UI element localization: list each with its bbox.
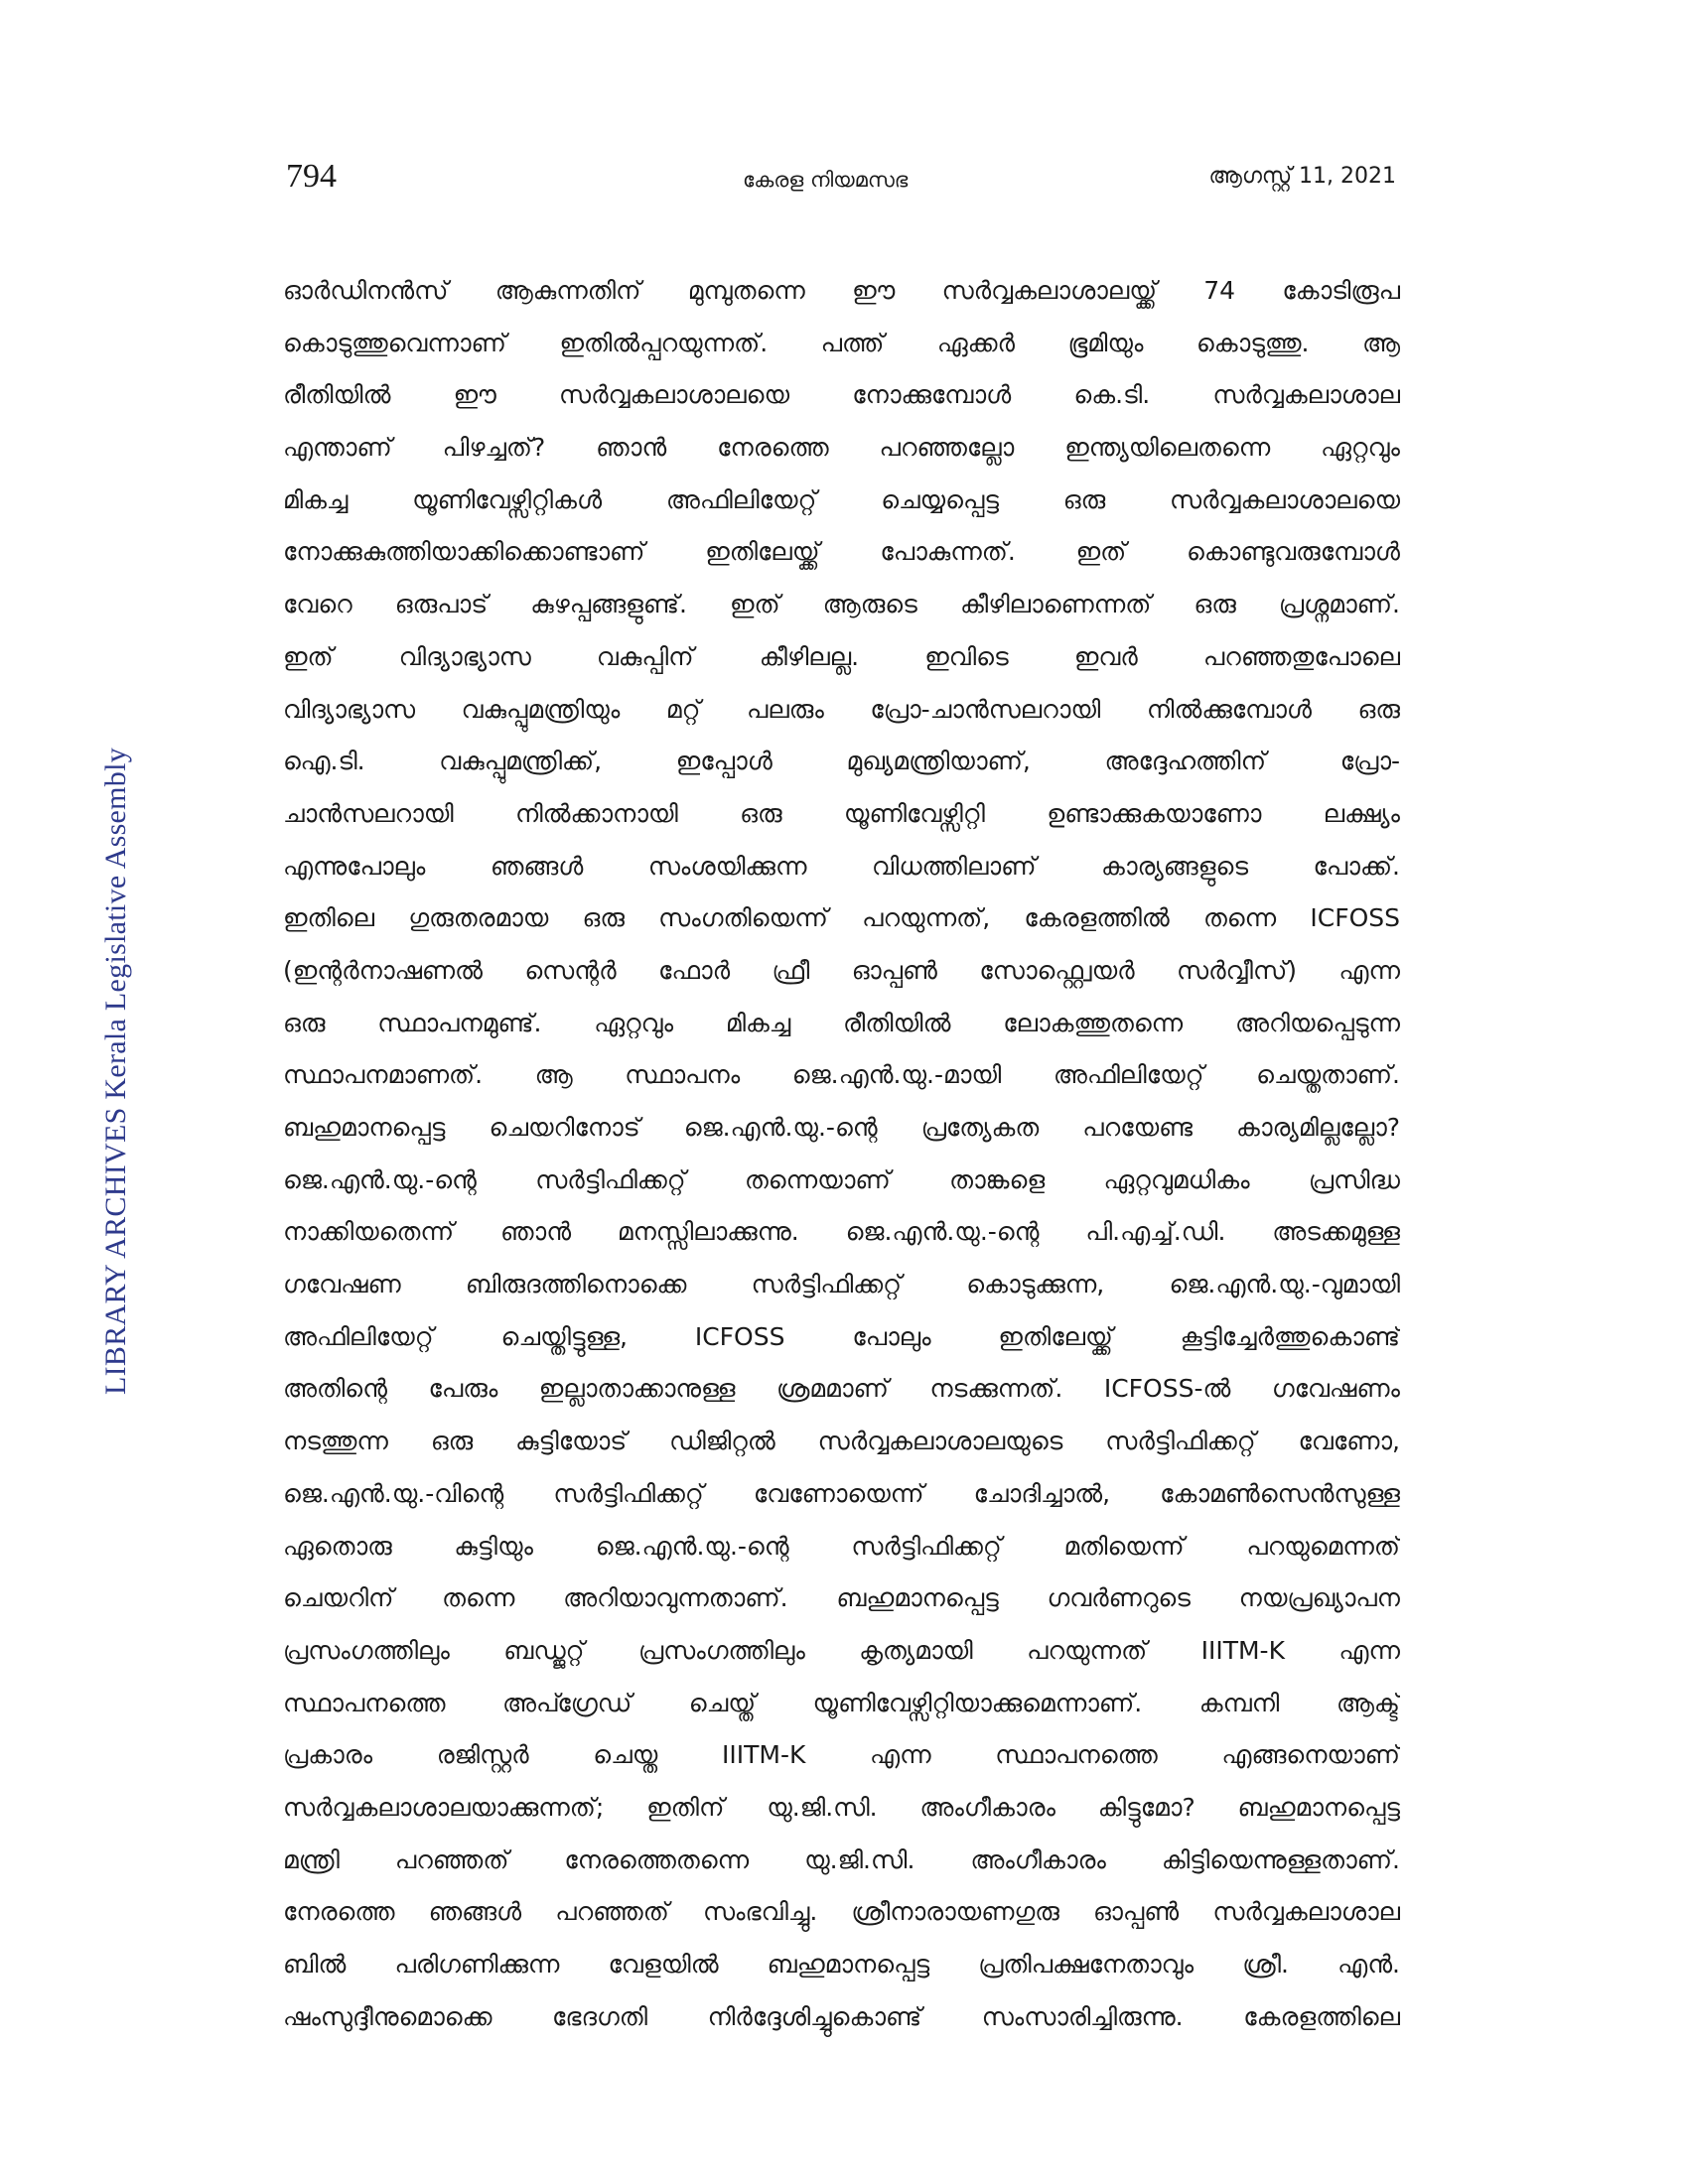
- text-line: വേറെ ഒരുപാട് കുഴപ്പങ്ങളുണ്ട്. ഇത് ആരുടെ കീഴിലാണെന്നത് ഒരു പ്രശ്നമാണ്.: [283, 590, 1400, 619]
- text-line: മന്ത്രി പറഞ്ഞത് നേരത്തെതന്നെ യു.ജി.സി. അംഗീകാരം കിട്ടിയെന്നുള്ളതാണ്.: [283, 1844, 1400, 1874]
- text-line: ഏതൊരു കുട്ടിയും ജെ.എൻ.യു.-ന്റെ സർട്ടിഫിക്കറ്റ് മതിയെന്ന് പറയുമെന്നത്: [283, 1531, 1400, 1561]
- text-line: ബഹുമാനപ്പെട്ട ചെയറിനോട് ജെ.എൻ.യു.-ന്റെ പ്രത്യേകത പറയേണ്ട കാര്യമില്ലല്ലോ?: [283, 1113, 1400, 1142]
- text-line: ഇതിലെ ഗുരുതരമായ ഒരു സംഗതിയെന്ന് പറയുന്നത്, കേരളത്തിൽ തന്നെ ICFOSS: [283, 903, 1400, 933]
- text-line: ഷംസുദ്ദീനുമൊക്കെ ഭേദഗതി നിർദ്ദേശിച്ചുകൊണ്ട് സംസാരിച്ചിരുന്നു. കേരളത്തിലെ: [283, 2001, 1400, 2031]
- text-line: ഇത് വിദ്യാഭ്യാസ വകുപ്പിന് കീഴിലല്ല. ഇവിടെ ഇവർ പറഞ്ഞതുപോലെ: [283, 641, 1400, 671]
- text-line: നോക്കുകുത്തിയാക്കിക്കൊണ്ടാണ് ഇതിലേയ്ക്ക് പോകുന്നത്. ഇത് കൊണ്ടുവരുമ്പോൾ: [283, 537, 1400, 567]
- running-header-date: ആഗസ്റ്റ് 11, 2021: [1208, 164, 1396, 189]
- text-line: സ്ഥാപനമാണത്. ആ സ്ഥാപനം ജെ.എൻ.യു.-മായി അഫിലിയേറ്റ് ചെയ്തതാണ്.: [283, 1060, 1400, 1090]
- body-text: [283, 265, 1400, 2043]
- page-number: 794: [286, 158, 337, 195]
- text-line: ഐ.ടി. വകുപ്പുമന്ത്രിക്ക്, ഇപ്പോൾ മുഖ്യമന്ത്രിയാണ്, അദ്ദേഹത്തിന് പ്രോ-: [283, 747, 1400, 776]
- text-line: ഓർഡിനൻസ് ആകുന്നതിന് മുമ്പുതന്നെ ഈ സർവ്വകലാശാലയ്ക്ക് 74 കോടിരൂപ: [283, 276, 1400, 305]
- text-line: (ഇന്റർനാഷണൽ സെന്റർ ഫോർ ഫ്രീ ഓപ്പൺ സോഫ്റ്റ്വെയർ സർവ്വീസ്) എന്ന: [283, 955, 1400, 985]
- text-line: ജെ.എൻ.യു.-ന്റെ സർട്ടിഫിക്കറ്റ് തന്നെയാണ് താങ്കളെ ഏറ്റവുമധികം പ്രസിദ്ധ: [283, 1164, 1400, 1194]
- text-line: പ്രകാരം രജിസ്റ്റർ ചെയ്ത IIITM-K എന്ന സ്ഥാപനത്തെ എങ്ങനെയാണ്: [283, 1740, 1400, 1770]
- running-header-title: കേരള നിയമസഭ: [743, 168, 909, 192]
- text-line: കൊടുത്തുവെന്നാണ് ഇതിൽപ്പറയുന്നത്. പത്ത് ഏക്കർ ഭൂമിയും കൊടുത്തു. ആ: [283, 328, 1400, 357]
- text-line: സർവ്വകലാശാലയാക്കുന്നത്; ഇതിന് യു.ജി.സി. അംഗീകാരം കിട്ടുമോ? ബഹുമാനപ്പെട്ട: [283, 1792, 1400, 1822]
- page-header: [286, 157, 1396, 206]
- text-line: ബിൽ പരിഗണിക്കുന്ന വേളയിൽ ബഹുമാനപ്പെട്ട പ്രതിപക്ഷനേതാവും ശ്രീ. എൻ.: [283, 1950, 1400, 1979]
- text-line: നടത്തുന്ന ഒരു കുട്ടിയോട് ഡിജിറ്റൽ സർവ്വകലാശാലയുടെ സർട്ടിഫിക്കറ്റ് വേണോ,: [283, 1427, 1400, 1456]
- text-line: അതിന്റെ പേരും ഇല്ലാതാക്കാനുള്ള ശ്രമമാണ് നടക്കുന്നത്. ICFOSS-ൽ ഗവേഷണം: [283, 1374, 1400, 1404]
- text-line: വിദ്യാഭ്യാസ വകുപ്പുമന്ത്രിയും മറ്റ് പലരും പ്രോ-ചാൻസലറായി നിൽക്കുമ്പോൾ ഒരു: [283, 694, 1400, 724]
- text-line: നാക്കിയതെന്ന് ഞാൻ മനസ്സിലാക്കുന്നു. ജെ.എൻ.യു.-ന്റെ പി.എച്ച്.ഡി. അടക്കമുള്ള: [283, 1217, 1400, 1247]
- text-line: ഒരു സ്ഥാപനമുണ്ട്. ഏറ്റവും മികച്ച രീതിയിൽ ലോകത്തുതന്നെ അറിയപ്പെടുന്ന: [283, 1008, 1400, 1037]
- archive-watermark: LIBRARY ARCHIVES Kerala Legislative Assembly: [99, 747, 132, 1395]
- text-line: എന്നുപോലും ഞങ്ങൾ സംശയിക്കുന്ന വിധത്തിലാണ് കാര്യങ്ങളുടെ പോക്ക്.: [283, 851, 1400, 881]
- text-line: ഗവേഷണ ബിരുദത്തിനൊക്കെ സർട്ടിഫിക്കറ്റ് കൊടുക്കുന്ന, ജെ.എൻ.യു.-വുമായി: [283, 1270, 1400, 1299]
- text-line: പ്രസംഗത്തിലും ബഡ്ജറ്റ് പ്രസംഗത്തിലും കൃത്യമായി പറയുന്നത് IIITM-K എന്ന: [283, 1635, 1400, 1665]
- text-line: രീതിയിൽ ഈ സർവ്വകലാശാലയെ നോക്കുമ്പോൾ കെ.ടി. സർവ്വകലാശാല: [283, 380, 1400, 410]
- text-line: സ്ഥാപനത്തെ അപ്ഗ്രേഡ് ചെയ്ത് യൂണിവേഴ്സിറ്റിയാക്കുമെന്നാണ്. കമ്പനി ആക്ട്: [283, 1688, 1400, 1717]
- text-line: മികച്ച യൂണിവേഴ്സിറ്റികൾ അഫിലിയേറ്റ് ചെയ്യപ്പെട്ട ഒരു സർവ്വകലാശാലയെ: [283, 484, 1400, 514]
- text-line: ചാൻസലറായി നിൽക്കാനായി ഒരു യൂണിവേഴ്സിറ്റി ഉണ്ടാക്കുകയാണോ ലക്ഷ്യം: [283, 798, 1400, 828]
- text-line: ചെയറിന് തന്നെ അറിയാവുന്നതാണ്. ബഹുമാനപ്പെട്ട ഗവർണറുടെ നയപ്രഖ്യാപന: [283, 1583, 1400, 1613]
- text-line: എന്താണ് പിഴച്ചത്? ഞാൻ നേരത്തെ പറഞ്ഞല്ലോ ഇന്ത്യയിലെതന്നെ ഏറ്റവും: [283, 433, 1400, 463]
- text-line: അഫിലിയേറ്റ് ചെയ്തിട്ടുള്ള, ICFOSS പോലും ഇതിലേയ്ക്ക് കൂട്ടിച്ചേർത്തുകൊണ്ട്: [283, 1321, 1400, 1351]
- text-line: നേരത്തെ ഞങ്ങൾ പറഞ്ഞത് സംഭവിച്ചു. ശ്രീനാരായണഗുരു ഓപ്പൺ സർവ്വകലാശാല: [283, 1897, 1400, 1927]
- text-line: ജെ.എൻ.യു.-വിന്റെ സർട്ടിഫിക്കറ്റ് വേണോയെന്ന് ചോദിച്ചാൽ, കോമൺസെൻസുള്ള: [283, 1478, 1400, 1508]
